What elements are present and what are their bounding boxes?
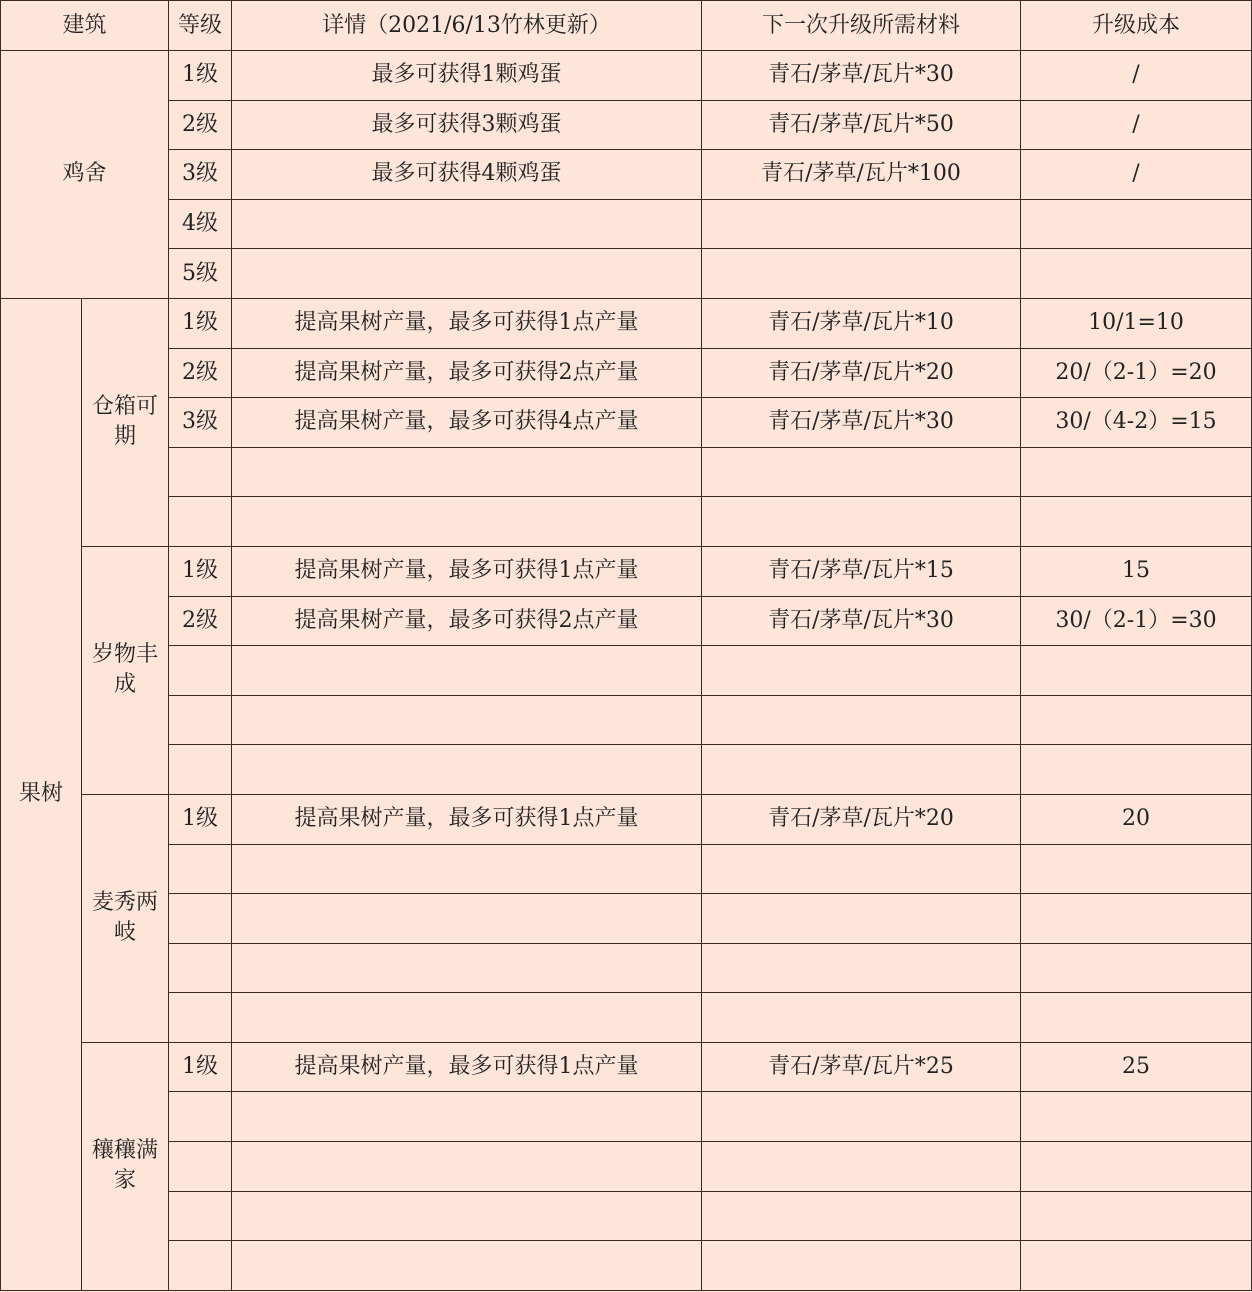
detail-cell <box>232 844 702 894</box>
cost-cell <box>1021 249 1252 299</box>
cost-cell: 10/1=10 <box>1021 298 1252 348</box>
level-cell: 3级 <box>169 150 232 200</box>
cost-cell <box>1021 199 1252 249</box>
materials-cell: 青石/茅草/瓦片*25 <box>702 1042 1021 1092</box>
level-cell: 1级 <box>169 298 232 348</box>
subgroup-cangxiang-keqi: 仓箱可期 <box>82 298 169 546</box>
cost-cell: / <box>1021 150 1252 200</box>
table-row <box>1 249 1252 299</box>
building-fruit-tree: 果树 <box>1 298 82 1290</box>
table-row <box>1 1092 1252 1142</box>
detail-cell: 提高果树产量，最多可获得1点产量 <box>232 298 702 348</box>
header-level: 等级 <box>169 1 232 51</box>
cost-cell <box>1021 745 1252 795</box>
level-cell <box>169 943 232 993</box>
subgroup-rangrang-manjia: 穰穰满家 <box>82 1042 169 1290</box>
materials-cell <box>702 993 1021 1043</box>
materials-cell: 青石/茅草/瓦片*30 <box>702 51 1021 101</box>
table-row <box>1 894 1252 944</box>
detail-cell <box>232 1092 702 1142</box>
materials-cell: 青石/茅草/瓦片*50 <box>702 100 1021 150</box>
cost-cell <box>1021 447 1252 497</box>
materials-cell <box>702 745 1021 795</box>
table-row <box>1 1191 1252 1241</box>
table-row <box>1 348 1252 398</box>
table-row <box>1 298 1252 348</box>
level-cell <box>169 1191 232 1241</box>
detail-cell <box>232 745 702 795</box>
table-row <box>1 51 1252 101</box>
header-row <box>1 1 1252 51</box>
materials-cell: 青石/茅草/瓦片*30 <box>702 596 1021 646</box>
detail-cell: 最多可获得1颗鸡蛋 <box>232 51 702 101</box>
detail-cell <box>232 695 702 745</box>
cost-cell: 30/（4-2）=15 <box>1021 398 1252 448</box>
table-row <box>1 794 1252 844</box>
detail-cell: 提高果树产量，最多可获得2点产量 <box>232 596 702 646</box>
cost-cell: 25 <box>1021 1042 1252 1092</box>
table-row <box>1 596 1252 646</box>
detail-cell <box>232 993 702 1043</box>
table-row <box>1 497 1252 547</box>
detail-cell <box>232 199 702 249</box>
cost-cell <box>1021 1241 1252 1291</box>
cost-cell: / <box>1021 100 1252 150</box>
level-cell: 1级 <box>169 51 232 101</box>
cost-cell: 15 <box>1021 546 1252 596</box>
table-row <box>1 943 1252 993</box>
materials-cell <box>702 646 1021 696</box>
cost-cell <box>1021 993 1252 1043</box>
table-row <box>1 1042 1252 1092</box>
level-cell <box>169 497 232 547</box>
level-cell: 1级 <box>169 794 232 844</box>
header-building: 建筑 <box>1 1 169 51</box>
header-cost: 升级成本 <box>1021 1 1252 51</box>
detail-cell: 提高果树产量，最多可获得1点产量 <box>232 546 702 596</box>
detail-cell <box>232 943 702 993</box>
table-row <box>1 844 1252 894</box>
subgroup-maixiu-liangqi: 麦秀两岐 <box>82 794 169 1042</box>
subgroup-suiwu-fengcheng: 岁物丰成 <box>82 546 169 794</box>
table-row <box>1 1241 1252 1291</box>
materials-cell <box>702 1092 1021 1142</box>
detail-cell: 提高果树产量，最多可获得1点产量 <box>232 1042 702 1092</box>
level-cell: 2级 <box>169 100 232 150</box>
materials-cell <box>702 1191 1021 1241</box>
table-row <box>1 398 1252 448</box>
table-row <box>1 100 1252 150</box>
materials-cell <box>702 447 1021 497</box>
cost-cell: 20/（2-1）=20 <box>1021 348 1252 398</box>
materials-cell <box>702 943 1021 993</box>
table-row <box>1 447 1252 497</box>
level-cell: 1级 <box>169 1042 232 1092</box>
detail-cell <box>232 447 702 497</box>
detail-cell <box>232 1241 702 1291</box>
cost-cell <box>1021 894 1252 944</box>
level-cell <box>169 993 232 1043</box>
detail-cell: 最多可获得4颗鸡蛋 <box>232 150 702 200</box>
header-detail: 详情（2021/6/13竹林更新） <box>232 1 702 51</box>
materials-cell: 青石/茅草/瓦片*20 <box>702 348 1021 398</box>
header-materials: 下一次升级所需材料 <box>702 1 1021 51</box>
detail-cell <box>232 249 702 299</box>
detail-cell: 提高果树产量，最多可获得4点产量 <box>232 398 702 448</box>
table-row <box>1 1142 1252 1192</box>
table-row <box>1 546 1252 596</box>
materials-cell <box>702 199 1021 249</box>
materials-cell <box>702 894 1021 944</box>
table-row <box>1 199 1252 249</box>
cost-cell <box>1021 695 1252 745</box>
level-cell: 3级 <box>169 398 232 448</box>
materials-cell <box>702 249 1021 299</box>
table-row <box>1 993 1252 1043</box>
materials-cell: 青石/茅草/瓦片*100 <box>702 150 1021 200</box>
building-chicken-coop: 鸡舍 <box>1 51 169 299</box>
level-cell: 2级 <box>169 348 232 398</box>
materials-cell <box>702 1142 1021 1192</box>
detail-cell: 提高果树产量，最多可获得2点产量 <box>232 348 702 398</box>
materials-cell <box>702 844 1021 894</box>
cost-cell <box>1021 646 1252 696</box>
materials-cell <box>702 497 1021 547</box>
materials-cell: 青石/茅草/瓦片*10 <box>702 298 1021 348</box>
materials-cell <box>702 695 1021 745</box>
cost-cell: 20 <box>1021 794 1252 844</box>
level-cell <box>169 1241 232 1291</box>
table-row <box>1 745 1252 795</box>
detail-cell <box>232 497 702 547</box>
cost-cell <box>1021 1092 1252 1142</box>
level-cell: 4级 <box>169 199 232 249</box>
detail-cell <box>232 646 702 696</box>
cost-cell: / <box>1021 51 1252 101</box>
detail-cell: 最多可获得3颗鸡蛋 <box>232 100 702 150</box>
detail-cell <box>232 1191 702 1241</box>
table-row <box>1 646 1252 696</box>
materials-cell: 青石/茅草/瓦片*15 <box>702 546 1021 596</box>
table-row <box>1 695 1252 745</box>
detail-cell <box>232 1142 702 1192</box>
cost-cell <box>1021 943 1252 993</box>
detail-cell <box>232 894 702 944</box>
materials-cell: 青石/茅草/瓦片*30 <box>702 398 1021 448</box>
cost-cell <box>1021 1142 1252 1192</box>
level-cell: 2级 <box>169 596 232 646</box>
level-cell <box>169 447 232 497</box>
cost-cell <box>1021 1191 1252 1241</box>
materials-cell <box>702 1241 1021 1291</box>
cost-cell: 30/（2-1）=30 <box>1021 596 1252 646</box>
level-cell <box>169 1142 232 1192</box>
level-cell: 1级 <box>169 546 232 596</box>
level-cell <box>169 894 232 944</box>
cost-cell <box>1021 497 1252 547</box>
level-cell <box>169 1092 232 1142</box>
level-cell <box>169 844 232 894</box>
level-cell <box>169 695 232 745</box>
level-cell <box>169 646 232 696</box>
cost-cell <box>1021 844 1252 894</box>
level-cell <box>169 745 232 795</box>
detail-cell: 提高果树产量，最多可获得1点产量 <box>232 794 702 844</box>
level-cell: 5级 <box>169 249 232 299</box>
materials-cell: 青石/茅草/瓦片*20 <box>702 794 1021 844</box>
table-row <box>1 150 1252 200</box>
